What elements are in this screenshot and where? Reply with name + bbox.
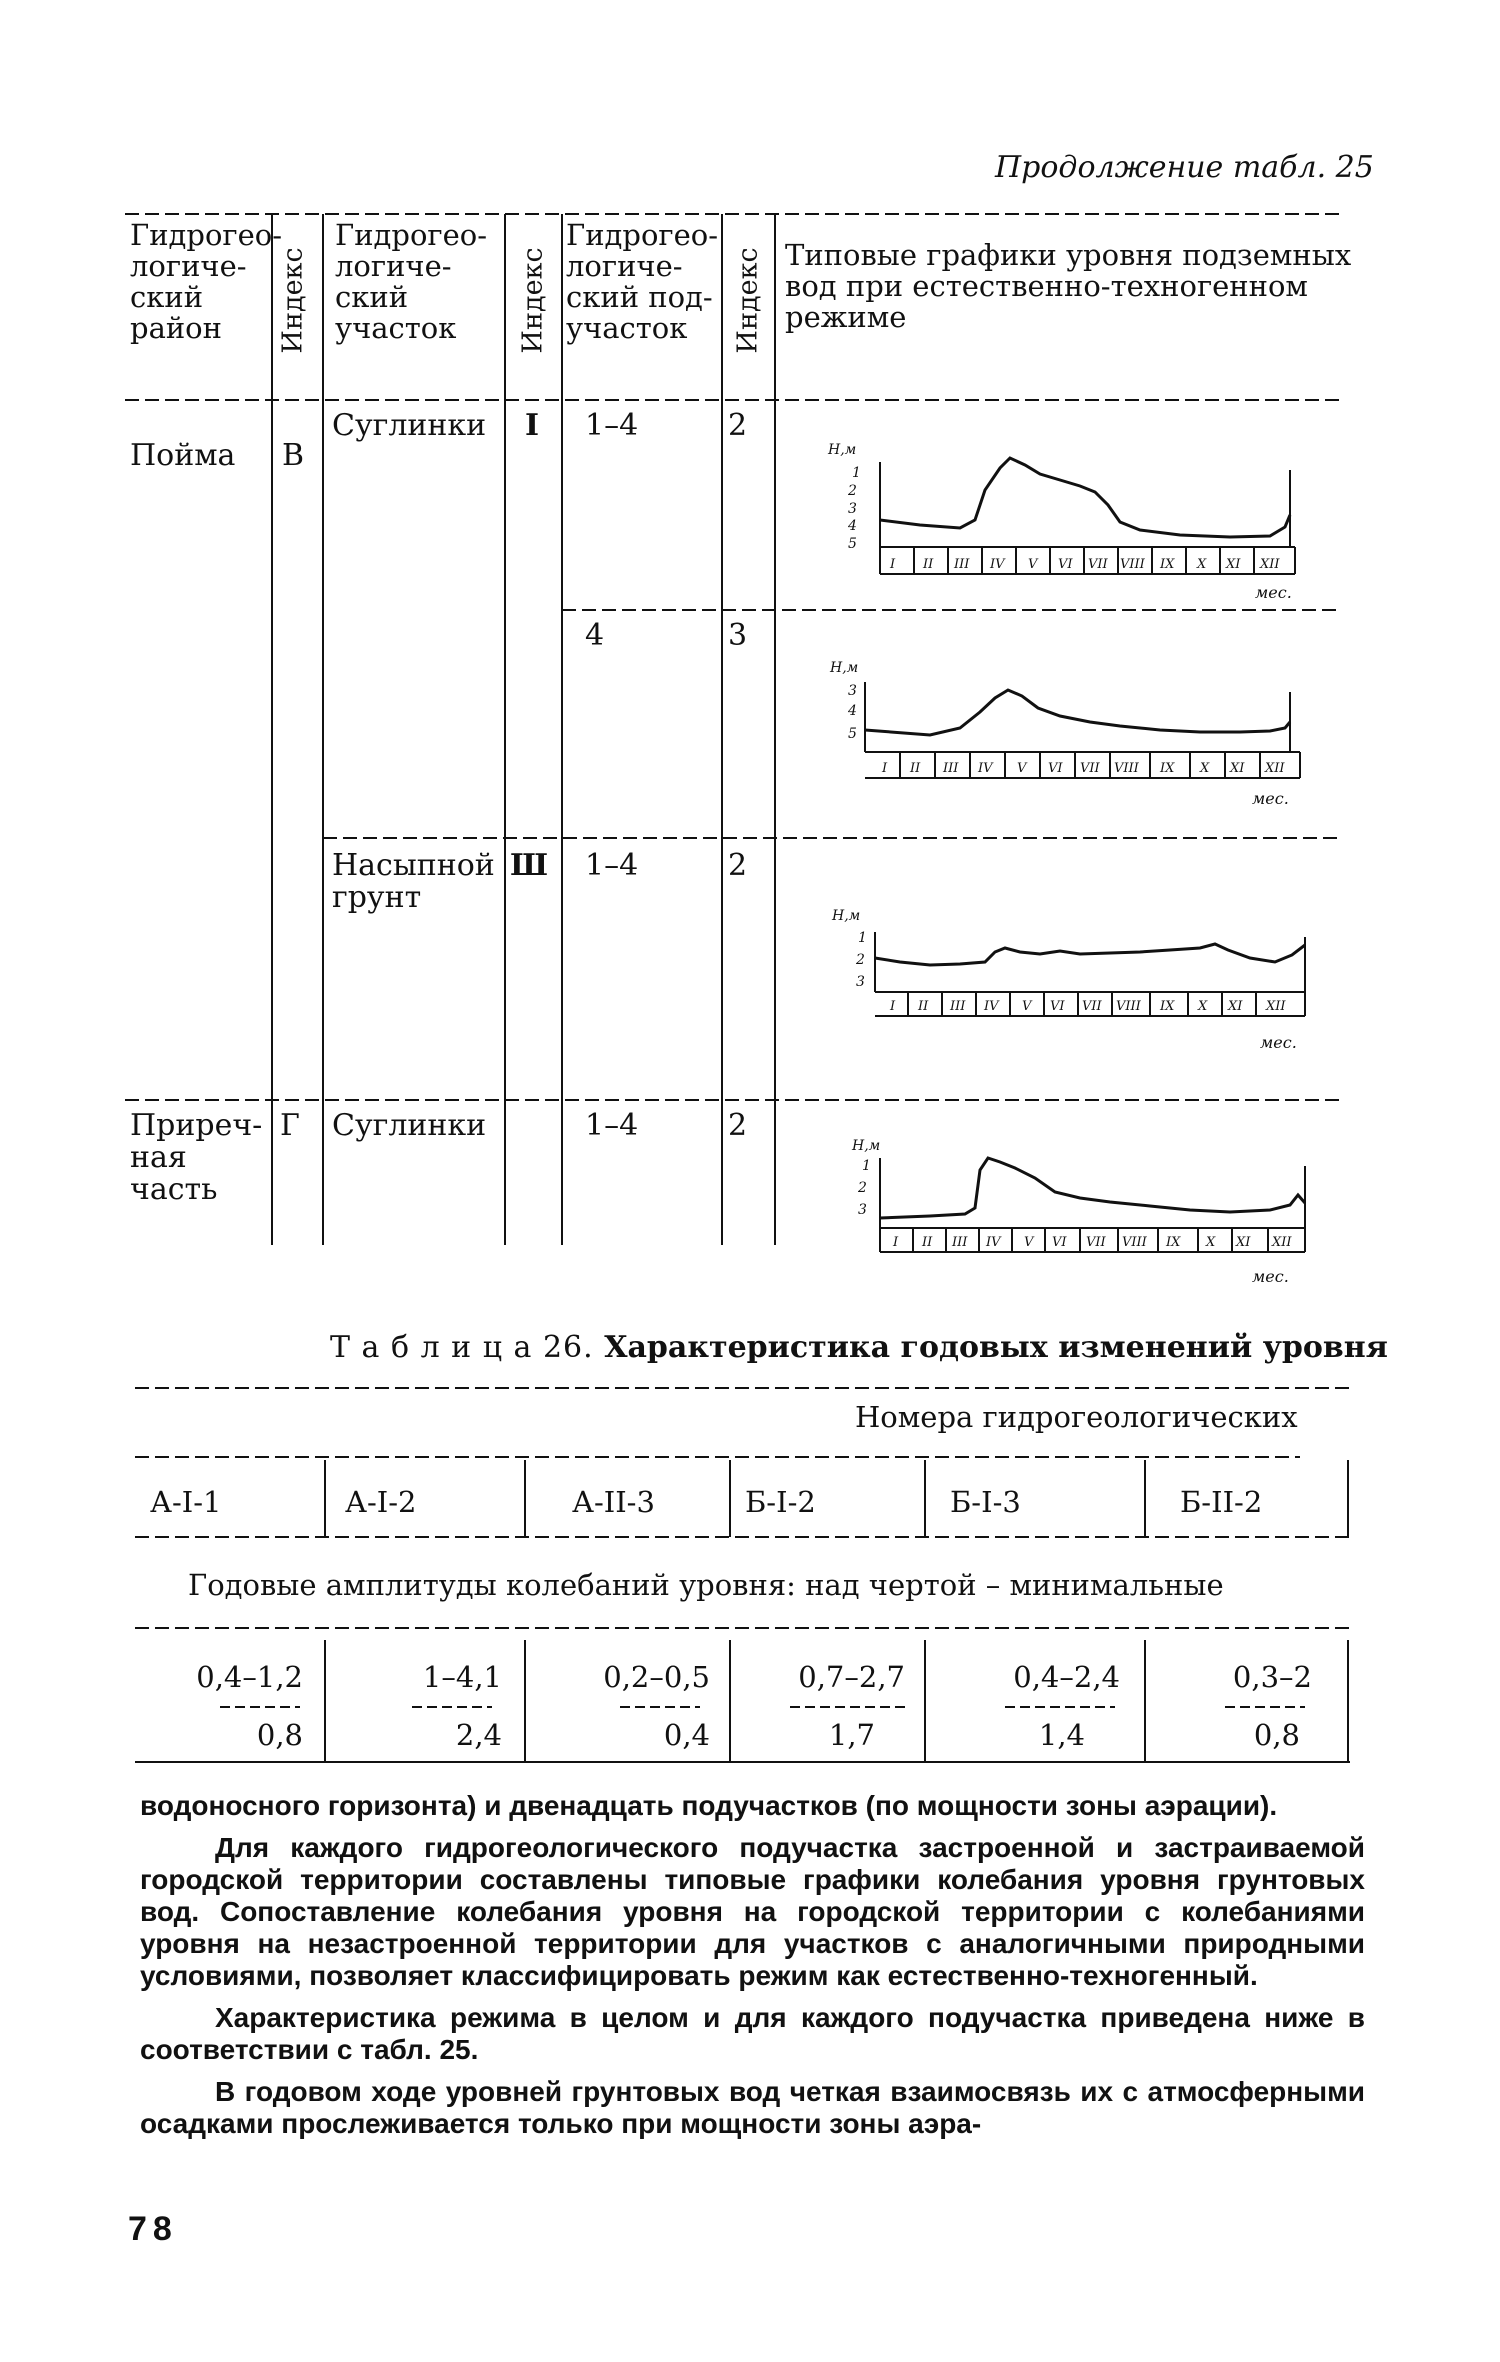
row2-subsection: 4 bbox=[585, 618, 605, 653]
chart4-tick: 3 bbox=[858, 1202, 867, 1218]
month-label: VI bbox=[1050, 999, 1065, 1014]
average-cell: 1,7 bbox=[828, 1718, 875, 1752]
header-subsection: Гидрогео- логиче- ский под- участок bbox=[566, 218, 719, 345]
table26-subtitle: Номера гидрогеологических bbox=[855, 1400, 1298, 1434]
month-label: V bbox=[1028, 557, 1038, 572]
month-label: VI bbox=[1052, 1235, 1067, 1250]
code-cell: Б-II-2 bbox=[1180, 1485, 1263, 1519]
chart1-tick: 2 bbox=[848, 483, 857, 499]
month-label: II bbox=[910, 761, 921, 776]
header-index-2: Индекс bbox=[517, 247, 549, 354]
month-label: V bbox=[1017, 761, 1027, 776]
range-cell: 1–4,1 bbox=[422, 1660, 502, 1694]
month-label: IX bbox=[1160, 557, 1175, 572]
month-label: VI bbox=[1058, 557, 1073, 572]
month-label: I bbox=[890, 557, 896, 572]
month-label: II bbox=[918, 999, 929, 1014]
paragraph-3: Характеристика режима в целом и для каждого подучастка приведена ниже в соответствии с табл. 25. bbox=[140, 2002, 1365, 2065]
header-index-3: Индекс bbox=[732, 247, 764, 354]
code-cell: А-II-3 bbox=[572, 1485, 655, 1519]
month-label: V bbox=[1022, 999, 1032, 1014]
month-label: XI bbox=[1228, 999, 1243, 1014]
month-label: VI bbox=[1048, 761, 1063, 776]
chart2-tick: 4 bbox=[848, 703, 857, 719]
chart-3 bbox=[831, 908, 1305, 1052]
range-cell: 0,4–2,4 bbox=[1013, 1660, 1120, 1694]
row3-subsection: 1–4 bbox=[585, 848, 639, 883]
month-label: IX bbox=[1160, 999, 1175, 1014]
month-label: IX bbox=[1166, 1235, 1181, 1250]
month-label: VII bbox=[1082, 999, 1102, 1014]
row-suglinki-section: Суглинки bbox=[332, 408, 487, 443]
code-cell: Б-I-2 bbox=[745, 1485, 816, 1519]
chart2-axis-label: Н,м bbox=[830, 660, 859, 676]
month-label: XI bbox=[1230, 761, 1245, 776]
month-label: X bbox=[1200, 761, 1210, 776]
average-cell: 0,8 bbox=[1253, 1718, 1300, 1752]
chart-2 bbox=[829, 660, 1300, 808]
chart4-tick: 2 bbox=[858, 1180, 867, 1196]
month-label: III bbox=[943, 761, 959, 776]
chart1-tick: 3 bbox=[848, 501, 857, 517]
month-label: I bbox=[882, 761, 888, 776]
average-cell: 1,4 bbox=[1038, 1718, 1085, 1752]
table26-title: Т а б л и ц а 26. Характеристика годовых изменений уровня bbox=[330, 1330, 1388, 1365]
row-suglinki2-section: Суглинки bbox=[332, 1108, 487, 1143]
month-label: VII bbox=[1086, 1235, 1106, 1250]
chart4-unit: мес. bbox=[1252, 1267, 1289, 1286]
row-poima-index: В bbox=[282, 438, 305, 473]
month-label: VIII bbox=[1116, 999, 1141, 1014]
chart3-axis-label: Н,м bbox=[832, 908, 861, 924]
range-cell: 0,4–1,2 bbox=[196, 1660, 303, 1694]
chart2-tick: 5 bbox=[848, 726, 857, 742]
average-cell: 0,8 bbox=[256, 1718, 303, 1752]
chart3-unit: мес. bbox=[1260, 1033, 1297, 1052]
chart-1 bbox=[827, 442, 1295, 602]
code-cell: А-I-2 bbox=[345, 1485, 417, 1519]
row-suglinki-index: I bbox=[525, 408, 540, 443]
month-label: VIII bbox=[1114, 761, 1139, 776]
row-nasypnoi-index: Ш bbox=[510, 848, 549, 883]
month-label: IV bbox=[986, 1235, 1001, 1250]
chart1-axis-label: Н,м bbox=[828, 442, 857, 458]
month-label: XII bbox=[1266, 999, 1286, 1014]
row3-index: 2 bbox=[728, 848, 748, 883]
header-index-1: Индекс bbox=[277, 247, 309, 354]
chart2-tick: 3 bbox=[848, 683, 857, 699]
chart1-tick: 5 bbox=[848, 536, 857, 552]
row1-index: 2 bbox=[728, 408, 748, 443]
chart4-tick: 1 bbox=[862, 1158, 871, 1174]
month-label: X bbox=[1206, 1235, 1216, 1250]
month-label: IV bbox=[978, 761, 993, 776]
chart-4 bbox=[851, 1138, 1305, 1286]
page-number: 78 bbox=[128, 2210, 178, 2248]
body-text bbox=[140, 1790, 1365, 2150]
month-label: IX bbox=[1160, 761, 1175, 776]
paragraph-1: водоносного горизонта) и двенадцать подучастков (по мощности зоны аэрации). bbox=[140, 1790, 1278, 1821]
month-label: IV bbox=[984, 999, 999, 1014]
row2-index: 3 bbox=[728, 618, 748, 653]
month-label: X bbox=[1198, 999, 1208, 1014]
month-label: X bbox=[1197, 557, 1207, 572]
month-label: XI bbox=[1236, 1235, 1251, 1250]
code-cell: А-I-1 bbox=[150, 1485, 222, 1519]
average-cell: 0,4 bbox=[663, 1718, 710, 1752]
row1-subsection: 1–4 bbox=[585, 408, 639, 443]
month-label: VIII bbox=[1122, 1235, 1147, 1250]
range-cell: 0,2–0,5 bbox=[603, 1660, 710, 1694]
month-label: III bbox=[952, 1235, 968, 1250]
header-section: Гидрогео- логиче- ский участок bbox=[335, 218, 488, 345]
row-poima-district: Пойма bbox=[130, 438, 236, 473]
continuation-title: Продолжение табл. 25 bbox=[995, 150, 1374, 185]
month-label: IV bbox=[990, 557, 1005, 572]
paragraph-2: Для каждого гидрогеологического подучастка застроенной и застраиваемой городской территории составлены типовые графики колебания уровня грунтовых вод. Сопоставление колебания уровня на городской территории с колебаниями уровня на незастроенной территории для участков с аналогичными природными условиями, позволяет классифицировать режим как естественно-техногенный. bbox=[140, 1832, 1365, 1991]
row4-subsection: 1–4 bbox=[585, 1108, 639, 1143]
row-prirech-index: Г bbox=[280, 1108, 300, 1143]
month-label: I bbox=[893, 1235, 899, 1250]
month-label: III bbox=[950, 999, 966, 1014]
month-label: XII bbox=[1265, 761, 1285, 776]
amplitude-note: Годовые амплитуды колебаний уровня: над чертой – минимальные bbox=[188, 1568, 1224, 1602]
chart3-tick: 2 bbox=[856, 952, 865, 968]
row4-index: 2 bbox=[728, 1108, 748, 1143]
month-label: I bbox=[890, 999, 896, 1014]
row-nasypnoi-section: Насыпной грунт bbox=[332, 848, 495, 915]
month-label: XI bbox=[1226, 557, 1241, 572]
header-charts: Типовые графики уровня подземных вод при естественно-техногенном режиме bbox=[785, 238, 1352, 334]
chart3-tick: 3 bbox=[856, 974, 865, 990]
month-label: VII bbox=[1080, 761, 1100, 776]
month-label: V bbox=[1024, 1235, 1034, 1250]
month-label: II bbox=[923, 557, 934, 572]
range-cell: 0,7–2,7 bbox=[798, 1660, 905, 1694]
row-prirech-district: Приреч- ная часть bbox=[130, 1108, 263, 1207]
month-label: VII bbox=[1088, 557, 1108, 572]
header-district: Гидрогео- логиче- ский район bbox=[130, 218, 283, 345]
average-cell: 2,4 bbox=[455, 1718, 502, 1752]
code-cell: Б-I-3 bbox=[950, 1485, 1021, 1519]
month-label: XII bbox=[1272, 1235, 1292, 1250]
chart1-tick: 4 bbox=[848, 518, 857, 534]
month-label: VIII bbox=[1120, 557, 1145, 572]
chart3-tick: 1 bbox=[858, 930, 867, 946]
month-label: III bbox=[954, 557, 970, 572]
range-cell: 0,3–2 bbox=[1232, 1660, 1312, 1694]
month-label: II bbox=[922, 1235, 933, 1250]
chart1-tick: 1 bbox=[852, 465, 861, 481]
chart2-unit: мес. bbox=[1252, 789, 1289, 808]
month-label: XII bbox=[1260, 557, 1280, 572]
chart1-unit: мес. bbox=[1255, 583, 1292, 602]
paragraph-4: В годовом ходе уровней грунтовых вод четкая взаимосвязь их с атмосферными осадками прослеживается только при мощности зоны аэра- bbox=[140, 2076, 1365, 2139]
chart4-axis-label: Н,м bbox=[852, 1138, 881, 1154]
